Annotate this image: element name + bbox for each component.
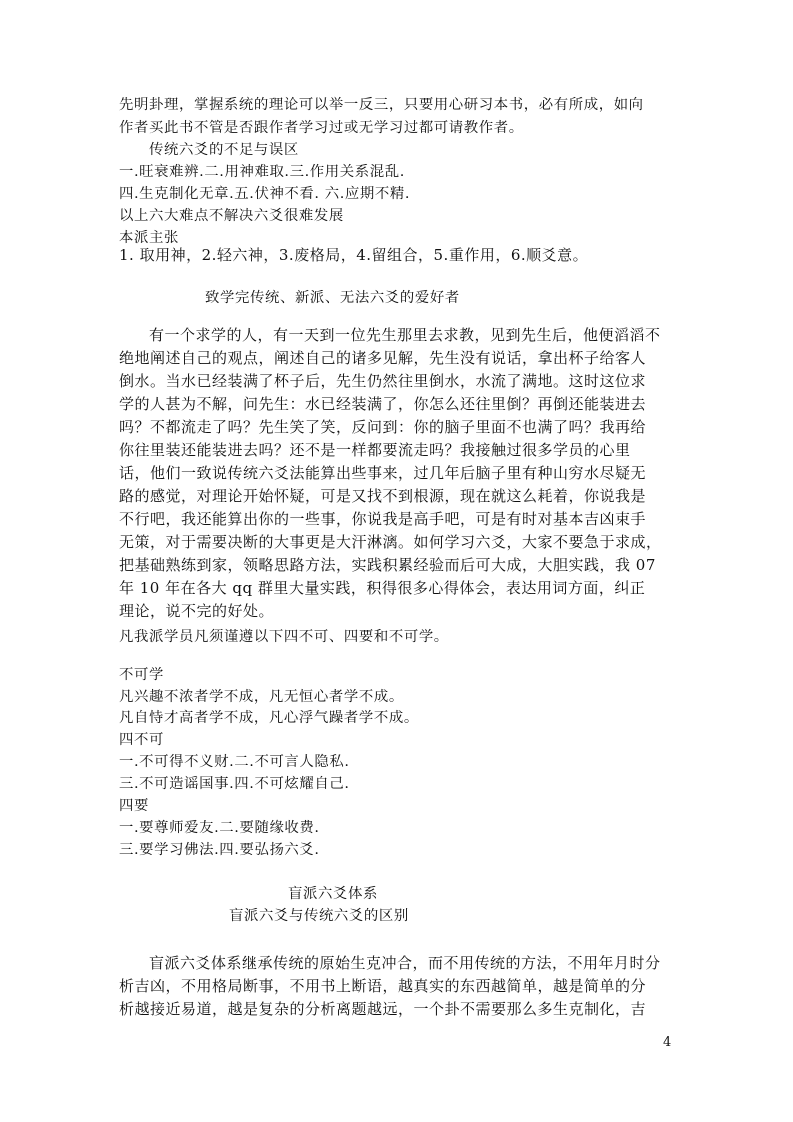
siyao-line-2: 三.要学习佛法.四.要弘扬六爻. [119, 842, 320, 858]
flaws-item-2: 四.生克制化无章.五.伏神不看. 六.应期不精. [119, 186, 411, 202]
letter-line: 把基础熟练到家，领略思路方法，实践积累经验而后可大成，大胆实践，我 07 [119, 556, 656, 574]
school-label: 本派主张 [119, 230, 179, 246]
sibuke-heading: 四不可 [119, 732, 164, 748]
letter-line: 有一个求学的人，有一天到一位先生那里去求教，见到先生后，他便滔滔不 [149, 326, 661, 344]
bukexue-heading: 不可学 [119, 667, 164, 683]
letter-line: 你往里装还能装进去吗？还不是一样都要流走吗？我接触过很多学员的心里 [119, 441, 631, 459]
system-line: 析吉凶，不用格局断事，不用书上断语，越真实的东西越简单，越是简单的分 [119, 977, 647, 995]
bukexue-line-2: 凡自恃才高者学不成，凡心浮气躁者学不成。 [119, 710, 419, 726]
letter-line: 学的人甚为不解，问先生：水已经装满了，你怎么还往里倒？再倒还能装进去 [119, 395, 647, 413]
page-number: 4 [663, 1035, 672, 1050]
letter-line: 倒水。当水已经装满了杯子后，先生仍然往里倒水，水流了满地。这时这位求 [119, 372, 647, 390]
system-title: 盲派六爻体系 [288, 886, 378, 902]
rules-intro: 凡我派学员凡须谨遵以下四不可、四要和不可学。 [119, 629, 449, 645]
letter-line: 绝地阐述自己的观点，阐述自己的诸多见解，先生没有说话，拿出杯子给客人 [119, 349, 647, 367]
letter-line: 路的感觉，对理论开始怀疑，可是又找不到根源，现在就这么耗着，你说我是 [119, 487, 647, 505]
intro-line-2: 作者买此书不管是否跟作者学习过或无学习过都可请教作者。 [119, 120, 524, 136]
letter-line: 话，他们一致说传统六爻法能算出些事来，过几年后脑子里有种山穷水尽疑无 [119, 464, 647, 482]
letter-title: 致学完传统、新派、无法六爻的爱好者 [205, 290, 460, 306]
flaws-heading: 传统六爻的不足与误区 [149, 142, 299, 158]
bukexue-line-1: 凡兴趣不浓者学不成，凡无恒心者学不成。 [119, 689, 404, 705]
system-subtitle: 盲派六爻与传统六爻的区别 [229, 908, 409, 924]
flaws-conclusion: 以上六大难点不解决六爻很难发展 [119, 208, 344, 224]
sibuke-line-2: 三.不可造谣国事.四.不可炫耀自己. [119, 776, 350, 792]
letter-line: 年 10 年在各大 qq 群里大量实践，积得很多心得体会，表达用词方面，纠正 [119, 579, 646, 597]
siyao-heading: 四要 [119, 798, 149, 814]
sibuke-line-1: 一.不可得不义财.二.不可言人隐私. [119, 754, 350, 770]
letter-line: 理论，说不完的好处。 [119, 602, 275, 620]
siyao-line-1: 一.要尊师爱友.二.要随缘收费. [119, 820, 320, 836]
school-principles: 1. 取用神，2.轻六神，3.废格局，4.留组合，5.重作用，6.顺爻意。 [119, 246, 589, 264]
letter-line: 不行吧，我还能算出你的一些事，你说我是高手吧，可是有时对基本吉凶束手 [119, 510, 647, 528]
letter-line: 无策，对于需要决断的大事更是大汗淋漓。如何学习六爻，大家不要急于求成， [119, 533, 662, 551]
system-line: 析越接近易道，越是复杂的分析离题越远，一个卦不需要那么多生克制化，吉 [119, 1000, 647, 1018]
flaws-item-1: 一.旺衰难辨.二.用神难取.三.作用关系混乱. [119, 164, 405, 180]
system-line: 盲派六爻体系继承传统的原始生克冲合，而不用传统的方法，不用年月时分 [149, 954, 661, 972]
intro-line-1: 先明卦理，掌握系统的理论可以举一反三，只要用心研习本书，必有所成，如向 [119, 97, 644, 113]
letter-line: 吗？不都流走了吗？先生笑了笑，反问到：你的脑子里面不也满了吗？我再给 [119, 418, 647, 436]
